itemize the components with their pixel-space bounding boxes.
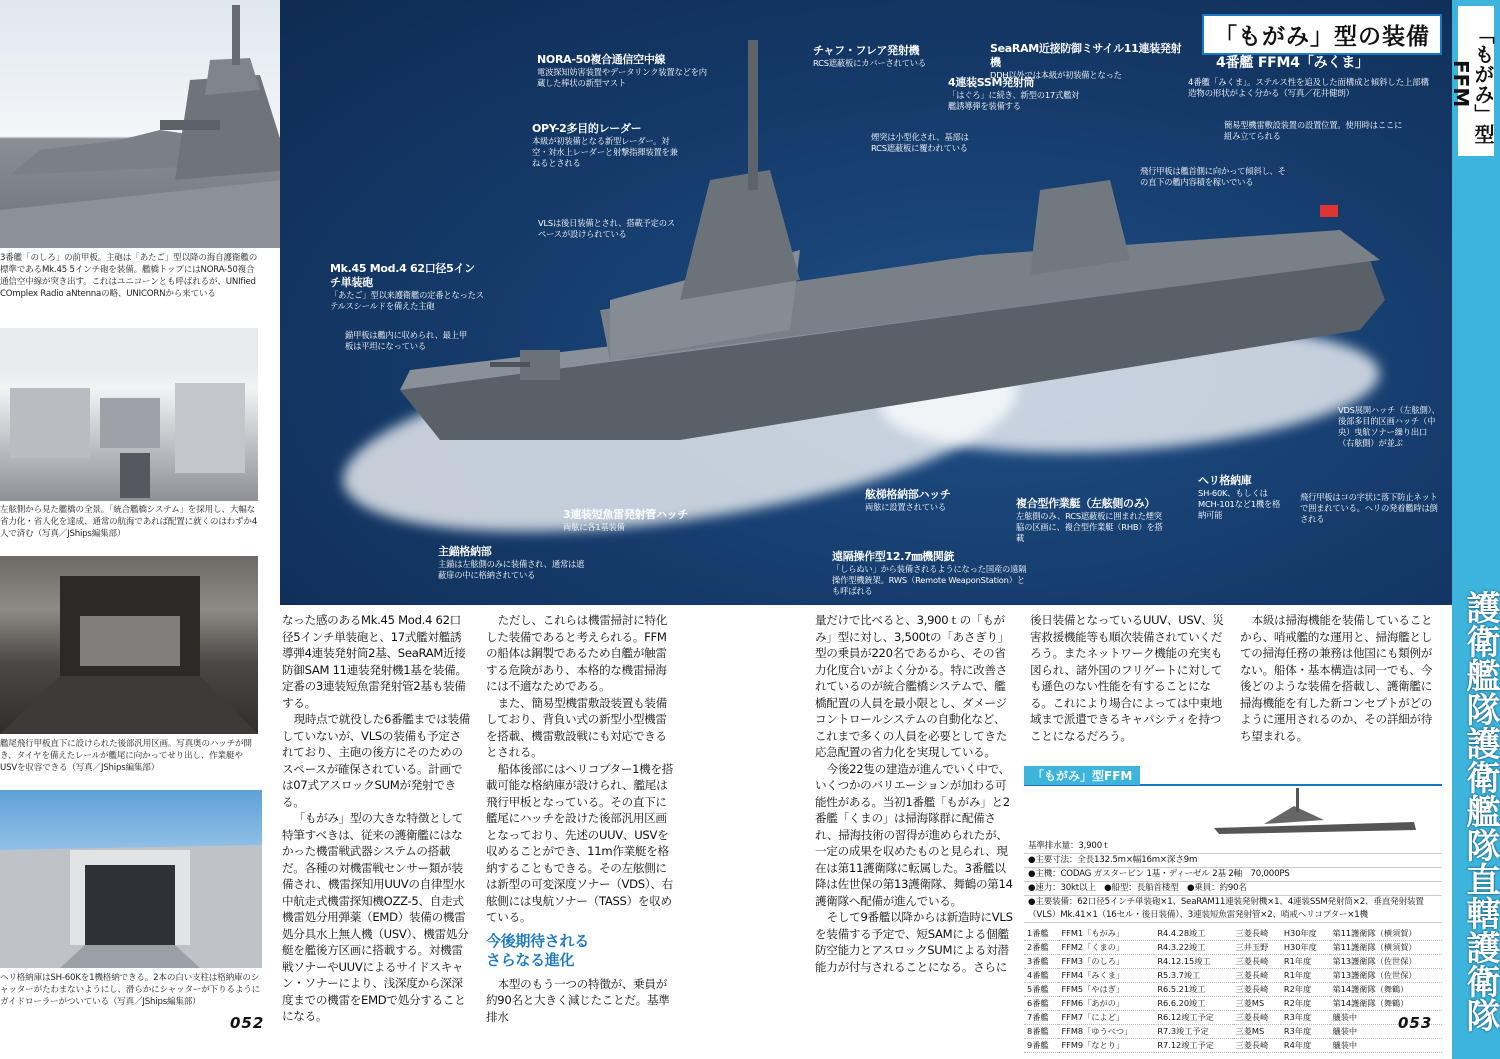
photo-hangar (0, 790, 262, 968)
spec-line: ●主機：CODAG ガスタービン 1基・ディーゼル 2基 2軸 70,000PS (1024, 868, 1442, 882)
ship-table-cell: R4.3.22竣工 (1154, 941, 1232, 955)
ship-table-cell: 第13護衛隊（佐世保） (1330, 969, 1443, 983)
caption-forecastle: 3番艦「のしろ」の前甲板。主砲は「あたご」型以降の海自護衛艦の標準であるMk.45 5インチ砲を装備。艦橋トップにはNORA-50複合通信空中線が突き出す。これはユニコーンとも呼ばれるが、UNIfied COmplex Radio aNtennaの略、UNICORNから来ている (0, 253, 258, 299)
ship-table-cell: R4.12.15竣工 (1154, 955, 1232, 969)
ship-table-cell: H30年度 (1281, 927, 1330, 941)
ship-table-cell: 艤装中 (1330, 1011, 1443, 1025)
ship-table-cell: H30年度 (1281, 941, 1330, 955)
label-net: 飛行甲板はコの字状に落下防止ネットで囲まれている。ヘリの発着艦時は倒される (1300, 492, 1438, 524)
ship-table-cell: R1年度 (1281, 969, 1330, 983)
ship-table-cell: 4番艦 (1024, 969, 1058, 983)
ship-table-cell: R3年度 (1281, 1025, 1330, 1039)
hangar-illustration (0, 790, 262, 968)
label-mk45: Mk.45 Mod.4 62口径5インチ単装砲 「あたご」型以来護衛艦の定番となったステルスシールドを備えた主砲 (330, 262, 484, 311)
aft-space-illustration (0, 556, 258, 734)
hero-subtitle: 4番艦 FFM4「みくま」 (1216, 55, 1369, 71)
ship-table-cell: 三菱長崎 (1233, 955, 1281, 969)
caption-bridge: 左舷側から見た艦橋の全景。「統合艦橋システム」を採用し、大幅な省力化・省人化を達成、通常の航海であれば配置に就くのはわずか4人で済む（写真／JShips編集部） (0, 505, 258, 539)
label-hangar: ヘリ格納庫 SH-60K、もしくはMCH-101など1機を格納可能 (1198, 474, 1281, 520)
ship-table-cell: R6.6.20竣工 (1154, 997, 1232, 1011)
ship-table-cell: 三井玉野 (1233, 941, 1281, 955)
photo-bridge (0, 328, 258, 501)
ship-table-row (1024, 983, 1442, 997)
bridge-interior-illustration (0, 328, 258, 501)
ship-table-cell: R5.3.7竣工 (1154, 969, 1232, 983)
ship-table-cell: R4年度 (1281, 1039, 1330, 1053)
ship-table-cell: 2番艦 (1024, 941, 1058, 955)
label-opy2: OPY-2多目的レーダー 本級が初装備となる新型レーダー。対空・対水上レーダーと射撃指揮装置を兼ねるとされる (532, 122, 678, 168)
spec-line: 基準排水量：3,900ｔ (1024, 840, 1442, 854)
ship-table-cell: 三菱長崎 (1233, 1011, 1281, 1025)
ship-table-cell: 第14護衛隊（舞鶴） (1330, 997, 1443, 1011)
label-vds: VDS展開ハッチ（左舷側）、後部多目的区画ハッチ（中央）曳航ソナー繰り出口（右舷側）が並ぶ (1338, 405, 1440, 448)
ship-table-cell: FFM1「もがみ」 (1058, 927, 1154, 941)
label-gangway: 舷梯格納部ハッチ 両舷に設置されている (865, 488, 951, 512)
section-heading: 今後期待される さらなる進化 (486, 931, 589, 969)
ship-table-row (1024, 927, 1442, 941)
ship-table-row (1024, 1039, 1442, 1053)
band-bottom-label: 護衛艦隊護衛艦隊直轄護衛隊 (1460, 590, 1500, 1032)
ship-table-row (1024, 1011, 1442, 1025)
label-minelayer: 簡易型機雷敷設装置の設置位置。使用時はここに組み立てられる (1224, 120, 1403, 141)
label-funnel: 煙突は小型化され、基部はRCS遮蔽板に覆われている (871, 132, 969, 153)
ship-table-cell: R7.3竣工予定 (1154, 1025, 1232, 1039)
photo-aft-space (0, 556, 258, 734)
ship-table-cell: R2年度 (1281, 983, 1330, 997)
page-number-left: 052 (230, 1014, 265, 1032)
ship-table-cell: 6番艦 (1024, 997, 1058, 1011)
label-anchor: 主錨格納部 主錨は左舷側のみに装備され、通常は遮蔽扉の中に格納されている (438, 545, 585, 580)
ship-table-cell: 三菱長崎 (1233, 969, 1281, 983)
spec-box (1024, 766, 1442, 1053)
hero-ship-image (280, 0, 1452, 605)
ship-table-cell: 3番艦 (1024, 955, 1058, 969)
label-searam: SeaRAM近接防御ミサイル11連装発射機 DDH以外では本級が初装備となった (990, 42, 1182, 80)
text-column-4: 後日装備となっているUUV、USV、災害救援機能等も順次装備されていくだろう。またネットワーク機能の充実も図られ、諸外国のフリゲートに対しても遜色のない性能を有することになる。これにより場合によっては中東地域まで派遣できるキャパシティを持つことになるだろう。 (1030, 613, 1224, 743)
ship-table-cell: R1年度 (1281, 955, 1330, 969)
ship-table-cell: FFM4「みくま」 (1058, 969, 1154, 983)
caption-hangar: ヘリ格納庫はSH-60Kを1機格納できる。2本の白い支柱は格納庫のシャッターがたわまないようにし、滑らかにシャッターが下りるようにガイドローラーがついている（写真／JShips編集部） (0, 973, 261, 1007)
label-vls: VLSは後日装備とされ、搭載予定のスペースが設けられている (538, 218, 675, 239)
text-column-5: 本級は掃海機能を装備していることから、哨戒艦的な運用と、掃海艦としての掃海任務の兼務は他国にも類例がない。船体・基本構造は同一でも、今後どのような装備を搭載し、護衛艦に掃海機能を有した新コンセプトがどのように運用されるのか、その詳細が待ち望まれる。 (1240, 613, 1433, 743)
label-rhib: 複合型作業艇（左舷側のみ） 左舷側のみ、RCS遮蔽板に囲まれた煙突脇の区画に、複合型作業艇（RHB）を搭載 (1016, 497, 1163, 543)
ship-table-row (1024, 997, 1442, 1011)
page-number-right: 053 (1398, 1014, 1433, 1032)
ship-table-cell: FFM5「やはぎ」 (1058, 983, 1154, 997)
label-ssm: 4連装SSM発射筒 「はぐろ」に続き、新型の17式艦対艦誘導弾を装備する (948, 76, 1080, 111)
ship-table-row (1024, 941, 1442, 955)
ship-table (1024, 927, 1442, 1053)
ship-table-row (1024, 1025, 1442, 1039)
caption-aft-space: 艦尾飛行甲板直下に設けられた後部汎用区画。写真奥のハッチが開き、タイヤを備えたレールが艦尾に向かってせり出し、作業艇やUSVを収容できる（写真／JShips編集部） (0, 739, 252, 773)
ship-table-cell: 艤装中 (1330, 1039, 1443, 1053)
label-torpedo: 3連装短魚雷発射管ハッチ 両舷に各1基装備 (563, 508, 689, 532)
ship-table-cell: 三菱MS (1233, 1025, 1281, 1039)
spec-title: 「もがみ」型FFM (1024, 766, 1140, 785)
label-rws: 遠隔操作型12.7㎜機関銃 「しらぬい」から装備されるようになった国産の遠隔操作型機銃架。RWS（Remote WeaponStation）とも呼ばれる (832, 550, 1027, 596)
ship-silhouette (1024, 786, 1442, 836)
ship-table-cell: 艤装中 (1330, 1025, 1443, 1039)
ship-table-cell: 三菱長崎 (1233, 927, 1281, 941)
hero-intro: 4番艦「みくま」。ステルス性を追及した面構成と傾斜した上部構造物の形状がよく分かる（写真／花井健朗） (1188, 78, 1429, 99)
ship-table-cell: R6.12竣工予定 (1154, 1011, 1232, 1025)
ship-table-cell: FFM9「なとり」 (1058, 1039, 1154, 1053)
ship-table-cell: R2年度 (1281, 997, 1330, 1011)
ship-table-cell: R6.5.21竣工 (1154, 983, 1232, 997)
text-column-3: 量だけで比べると、3,900ｔの「もがみ」型に対し、3,500tの「あさぎり」型の乗員が220名であるから、その省力化度合いがよく分かる。特に改善されているのが統合艦橋システムで、艦橋配置の人員を最小限とし、ダメージコントロールシステムの自動化など、これまで多くの人員を必要としてきた応急配置の省力化を実現している。 今後22隻の建造が進んでいく中で、いくつかのバリエーションが加わる可能性がある。当初1番艦「もがみ」と2番艦「くまの」は掃海隊群に配備され、掃海技術の習得が進められたが、一定の成果を収めたものと見られ、現在は第11護衛隊に転属した。3番艦以降は佐世保の第13護衛隊、舞鶴の第14護衛隊へ配備が進んでいる。 そして9番艦以降からは新造時にVLSを装備する予定で、短SAMによる個艦防空能力とアスロックSUMによる対潜能力が付与されることになる。さらに (815, 613, 1013, 974)
ship-table-cell: 第14護衛隊（舞鶴） (1330, 983, 1443, 997)
spec-line: ●速力：30kt以上 ●船型：長船首楼型 ●乗員：約90名 (1024, 882, 1442, 896)
text-column-1: なった感のあるMk.45 Mod.4 62口径5インチ単装砲と、17式艦対艦誘導弾4連装発射筒2基、SeaRAM近接防御SAM 11連装発射機1基を装備。定番の3連装短魚雷発射管2基も装備する。 現時点で就役した6番艦までは装備していないが、VLSの装備も予定されており、主砲の後方にそのためのスペースが確保されている。計画では07式アスロックSUMが発射できる。 「もがみ」型の大きな特徴として特筆すべきは、従来の護衛艦にはなかった機雷戦武器システムの搭載だ。各種の対機雷戦センサー類が装備され、機雷探知用UUVの自律型水中航走式機雷探知機OZZ-5、自走式機雷処分用弾薬（EMD）装備の機雷処分具水上無人機（USV）、機雷処分艇を艦後方区画に搭載する。対機雷戦ソナーやUUVによるサイドスキャン・ソナーにより、浅深度から深深度までの機雷をEMDで処分することになる。 (282, 613, 471, 1023)
label-flight-deck: 飛行甲板は艦首側に向かって傾斜し、その直下の艦内容積を稼いでいる (1140, 166, 1286, 187)
ship-table-cell: 7番艦 (1024, 1011, 1058, 1025)
text-column-2: ただし、これらは機雷掃討に特化した装備であると考えられる。FFMの船体は鋼製であるため自艦が触雷する危険があり、本格的な機雷掃海には不適なためである。 また、簡易型機雷敷設装置も装備しており、背負い式の新型小型機雷を搭載、機雷敷設戦にも対応できるとされる。 船体後部にはヘリコプター1機を搭載可能な格納庫が設けられ、艦尾は飛行甲板となっている。その直下に艦尾にハッチを設けた後部汎用区画となっており、先述のUUV、USVを収めることができ、11m作業艇を格納することもできる。その左舷側には新型の可変深度ソナー（VDS）、右舷側には曳航ソナー（TASS）を収めている。 今後期待される さらなる進化 本型のもう一つの特徴が、乗員が約90名と大きく減じたことだ。基準排水 (486, 612, 676, 1025)
ship-table-cell: 三菱長崎 (1233, 1039, 1281, 1053)
ship-table-cell: 第13護衛隊（佐世保） (1330, 955, 1443, 969)
spec-line: ●主要装備：62口径5インチ単装砲×1、SeaRAM11連装発射機×1、4連装SSM発射筒×2、垂直発射装置（VLS）Mk.41×1（16セル・後日装備）、3連装短魚雷発射管×2、哨戒ヘリコプター×1機 (1024, 896, 1442, 923)
ship-table-cell: R7.12竣工予定 (1154, 1039, 1232, 1053)
ship-table-cell: R4.4.28竣工 (1154, 927, 1232, 941)
ship-table-cell: FFM7「によど」 (1058, 1011, 1154, 1025)
ship-table-row (1024, 969, 1442, 983)
ship-table-cell: 5番艦 (1024, 983, 1058, 997)
label-chaff: チャフ・フレア発射機 RCS遮蔽板にカバーされている (813, 44, 926, 68)
ship-table-cell: FFM8「ゆうべつ」 (1058, 1025, 1154, 1039)
band-top-label: 「もがみ」型FFM (1458, 6, 1494, 156)
hero-title: 「もがみ」型の装備 (1202, 14, 1442, 55)
ship-table-cell: 三菱MS (1233, 997, 1281, 1011)
label-anchor-deck: 錨甲板は艦内に収められ、最上甲板は平坦になっている (345, 330, 467, 351)
spec-header (1024, 766, 1442, 786)
ship-table-cell: 1番艦 (1024, 927, 1058, 941)
ship-table-cell: FFM6「あがの」 (1058, 997, 1154, 1011)
label-nora50: NORA-50複合通信空中線 電波探知妨害装置やデータリンク装置などを内蔵した棒状の新型マスト (537, 53, 707, 88)
ship-table-cell: 第11護衛隊（横須賀） (1330, 927, 1443, 941)
spec-line: ●主要寸法：全長132.5m×幅16m×深さ9m (1024, 854, 1442, 868)
ship-table-cell: FFM2「くまの」 (1058, 941, 1154, 955)
ship-table-cell: 三菱長崎 (1233, 983, 1281, 997)
ship-table-cell: 9番艦 (1024, 1039, 1058, 1053)
ship-table-cell: 第11護衛隊（横須賀） (1330, 941, 1443, 955)
ship-table-row (1024, 955, 1442, 969)
ship-table-cell: 8番艦 (1024, 1025, 1058, 1039)
ship-table-cell: FFM3「のしろ」 (1058, 955, 1154, 969)
ship-table-cell: R3年度 (1281, 1011, 1330, 1025)
